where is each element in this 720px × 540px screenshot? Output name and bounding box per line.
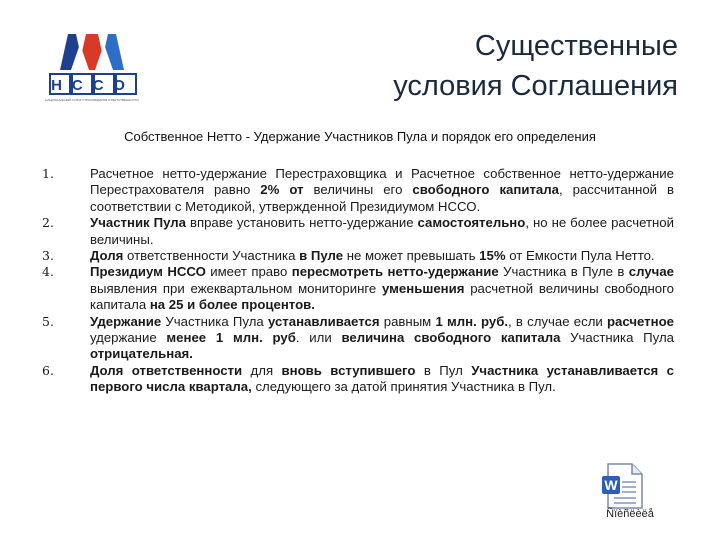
text: в Пул bbox=[415, 362, 472, 378]
list-item bbox=[30, 363, 674, 396]
list-item-number: 5. bbox=[42, 313, 54, 329]
bold-text: самостоятельно bbox=[417, 215, 526, 231]
attachment-label[interactable]: Ñïèñëèëå bbox=[606, 508, 654, 520]
list-item-text bbox=[90, 314, 674, 363]
title-line-2: условия Соглашения bbox=[393, 70, 678, 102]
bold-text: в Пуле bbox=[299, 248, 344, 264]
text: , рассчитанной в соответствии с Методикой, утвержденной Президиумом НССО. bbox=[90, 182, 674, 214]
bold-text: случае bbox=[628, 264, 674, 280]
logo-caption: НАЦИОНАЛЬНЫЙ СОЮЗ СТРАХОВЩИКОВ ОТВЕТСТВЕННОСТИ bbox=[45, 98, 139, 102]
bold-text: Доля bbox=[90, 248, 124, 264]
list-item bbox=[30, 166, 674, 215]
bold-text: Президиум НССО bbox=[90, 264, 206, 280]
text: ответственности Участника bbox=[123, 248, 300, 264]
svg-text:W: W bbox=[604, 477, 618, 493]
list-item bbox=[30, 215, 674, 248]
bold-text: свободного капитала bbox=[412, 182, 559, 198]
bold-text: Участника устанавливается с первого числа квартала, bbox=[90, 362, 675, 395]
list-item-text bbox=[90, 166, 674, 215]
list-item-number: 6. bbox=[42, 362, 54, 378]
text: от Емкости Пула Нетто. bbox=[505, 248, 655, 264]
bold-text: 15% bbox=[479, 248, 506, 264]
text: Участника Пула bbox=[560, 330, 674, 346]
text: следующего за датой принятия Участника в Пул. bbox=[251, 379, 556, 395]
bold-text: на 25 и более процентов. bbox=[149, 297, 315, 313]
bold-text: Удержание bbox=[90, 313, 162, 329]
slide-subtitle: Собственное Нетто - Удержание Участников Пула и порядок его определения bbox=[124, 129, 596, 144]
text: равным bbox=[379, 313, 436, 329]
text: не может превышать bbox=[343, 248, 480, 264]
list-item-text bbox=[90, 264, 674, 313]
text: Участника Пула bbox=[161, 313, 268, 329]
bold-text: отрицательная. bbox=[90, 346, 193, 362]
text: удержание bbox=[90, 330, 167, 346]
text: для bbox=[242, 362, 282, 378]
list-item bbox=[30, 248, 674, 264]
text: Участника в Пуле в bbox=[498, 264, 629, 280]
bold-text: 2% от bbox=[260, 182, 304, 198]
bold-text: величина свободного капитала bbox=[341, 330, 561, 346]
text: выявления при ежеквартальном мониторинге bbox=[90, 280, 382, 296]
bold-text: пересмотреть нетто-удержание bbox=[291, 264, 499, 280]
text: , но не более расчетной величины. bbox=[90, 215, 674, 247]
list-item bbox=[30, 314, 674, 363]
bold-text: вновь вступившего bbox=[281, 362, 416, 378]
list-item-text bbox=[90, 363, 674, 396]
nsso-logo bbox=[44, 26, 140, 106]
list-item-number: 1. bbox=[42, 166, 54, 181]
list-item-number: 3. bbox=[42, 248, 54, 264]
bold-text: менее 1 млн. руб bbox=[166, 330, 296, 346]
logo-text: НССО bbox=[51, 77, 135, 94]
text: величины его bbox=[303, 182, 413, 198]
text: Расчетное нетто-удержание Перестраховщика и Расчетное собственное нетто-удержание Перестрахователя равно bbox=[90, 166, 674, 198]
conditions-list bbox=[30, 166, 674, 396]
list-item-number: 2. bbox=[42, 215, 54, 231]
slide-title bbox=[258, 26, 678, 106]
list-item-text bbox=[90, 248, 674, 264]
bold-text: Участник Пула bbox=[90, 215, 186, 231]
list-item-number: 4. bbox=[42, 264, 54, 280]
bold-text: устанавливается bbox=[267, 313, 380, 329]
bold-text: уменьшения bbox=[382, 280, 465, 296]
text: имеет право bbox=[205, 264, 292, 280]
text: вправе установить нетто-удержание bbox=[185, 215, 418, 231]
text: расчетной величины свободного капитала bbox=[90, 280, 674, 313]
text: , в случае если bbox=[508, 313, 607, 329]
list-item bbox=[30, 264, 674, 313]
text: . или bbox=[295, 330, 342, 346]
bold-text: Доля ответственности bbox=[90, 362, 243, 378]
bold-text: расчетное bbox=[606, 313, 674, 329]
list-item-text bbox=[90, 215, 674, 248]
bold-text: 1 млн. руб. bbox=[435, 313, 509, 329]
word-document-icon[interactable] bbox=[600, 462, 648, 510]
title-line-1: Существенные bbox=[474, 30, 678, 62]
